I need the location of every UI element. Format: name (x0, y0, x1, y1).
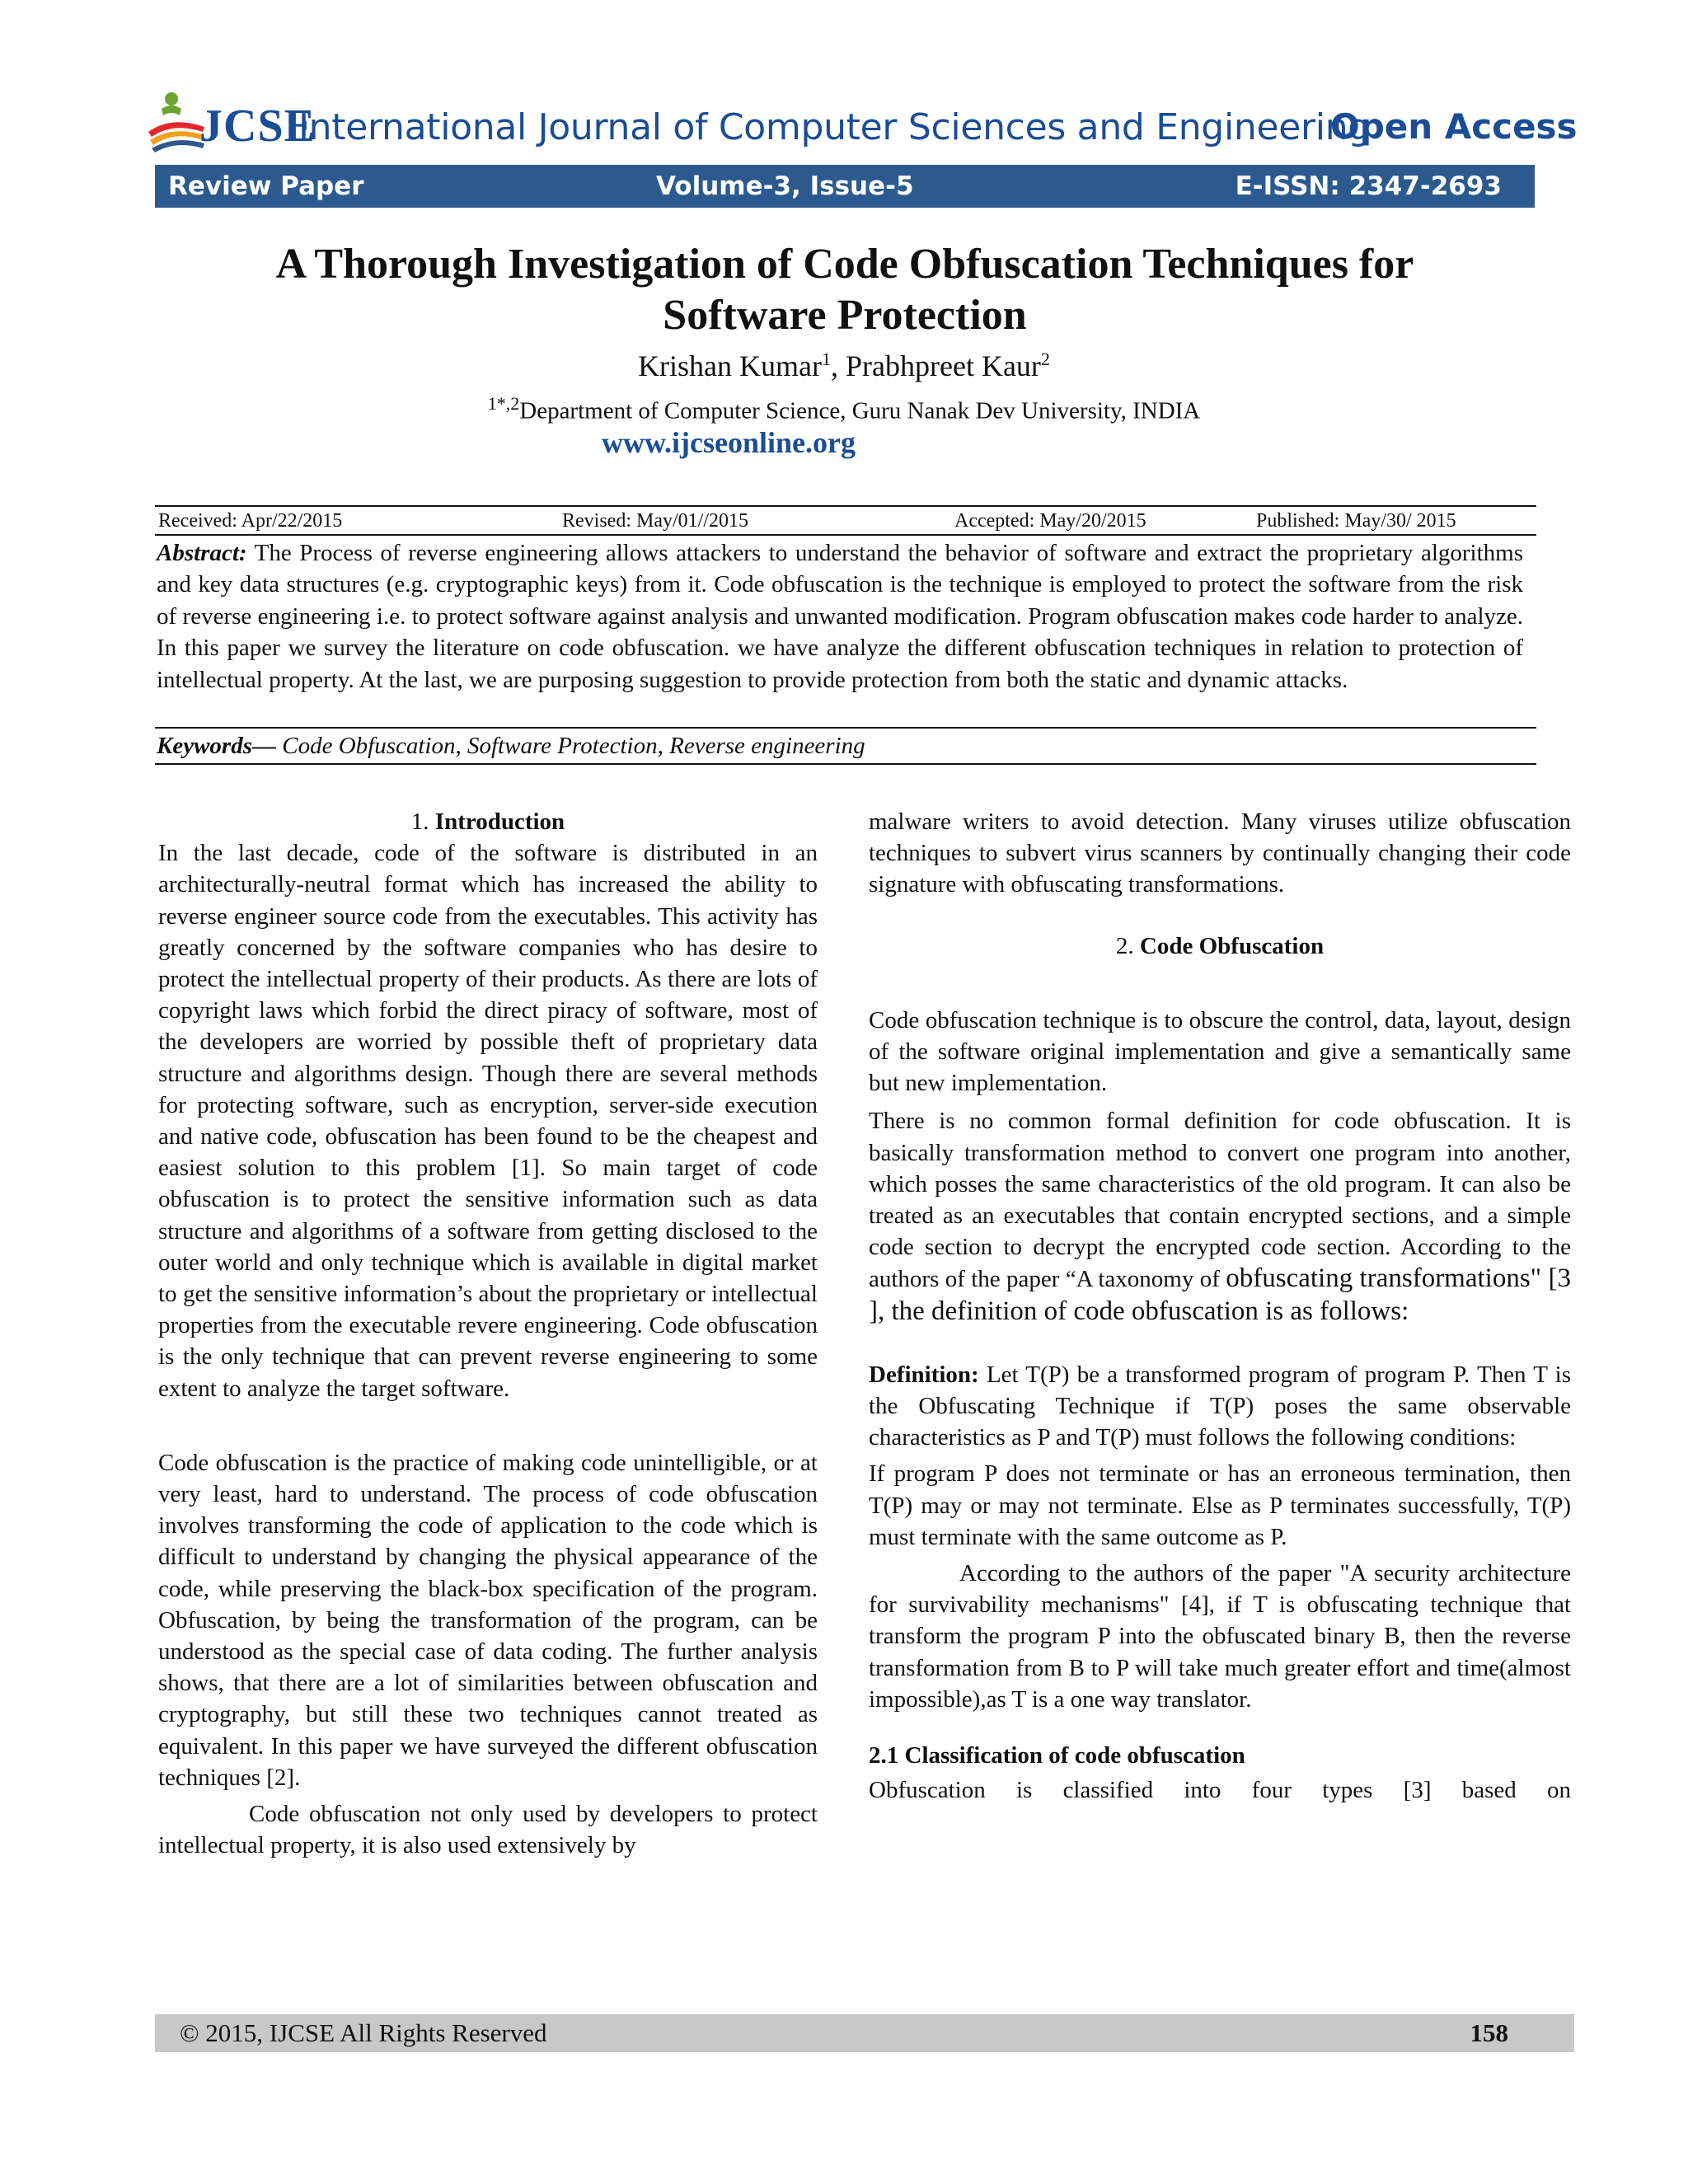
date-accepted: Accepted: May/20/2015 (954, 510, 1146, 532)
journal-website[interactable]: www.ijcseonline.org (602, 426, 856, 459)
condition-paragraph: If program P does not terminate or has an erroneous termination, then T(P) may or may not terminate. Else as P terminates successfully, T(P) must terminate with the same outcome as P. (869, 1460, 1571, 1550)
affiliation-text: Department of Computer Science, Guru Nanak Dev University, INDIA (519, 397, 1201, 424)
page-number: 158 (1470, 2018, 1508, 2047)
intro-paragraph-3: Code obfuscation not only used by developers to protect intellectual property, it is also used extensively by (158, 1801, 818, 1859)
journal-logo-text: JCSE (199, 101, 316, 152)
section-2-number: 2. (1115, 932, 1134, 959)
author-2: Prabhpreet Kaur (846, 349, 1041, 382)
left-column (158, 806, 818, 1862)
definition-label: Definition: (869, 1361, 979, 1388)
section-1-number: 1. (410, 808, 429, 835)
keywords-label: Keywords— (157, 733, 276, 759)
page-footer (155, 2014, 1574, 2052)
keywords-text: Code Obfuscation, Software Protection, Reverse engineering (282, 733, 865, 759)
divider-top (155, 505, 1536, 507)
open-access-label: Open Access (1330, 106, 1578, 147)
affiliation (0, 389, 1688, 426)
survivability-paragraph: According to the authors of the paper "A security architecture for survivability mechanisms" [4], if T is obfuscating technique that transform the program P into the obfuscated binary B, then the reverse transformation from B to P will take much greater effort and time(almost impossible),as T is a one way translator. (869, 1560, 1571, 1713)
author-1-sup: 1 (822, 349, 832, 369)
abstract-label: Abstract: (157, 540, 247, 566)
copyright-notice: © 2015, IJCSE All Rights Reserved (180, 2018, 547, 2047)
author-1: Krishan Kumar (638, 349, 823, 382)
obfuscation-paragraph-1: Code obfuscation technique is to obscure the control, data, layout, design of the software original implementation and give a semantically same but new implementation. (869, 1006, 1571, 1097)
right-column (869, 806, 1571, 1806)
definition-text: Let T(P) be a transformed program of program P. Then T is the Obfuscating Technique if T(P) poses the same observable characteristics as P and T(P) must follows the following conditions: (869, 1361, 1572, 1451)
divider-keywords (155, 763, 1536, 765)
section-2-1-heading: 2.1 Classification of code obfuscation (869, 1742, 1245, 1769)
paper-title-line-1: A Thorough Investigation of Code Obfuscation Techniques for (275, 241, 1414, 288)
date-revised: Revised: May/01//2015 (562, 510, 748, 532)
dates-row (158, 508, 1535, 534)
issn: E-ISSN: 2347-2693 (1235, 171, 1502, 201)
journal-name: International Journal of Computer Sciences and Engineering (298, 106, 1371, 148)
journal-header (147, 91, 1578, 152)
author-2-sup: 2 (1040, 349, 1050, 369)
section-2-title: Code Obfuscation (1139, 932, 1325, 959)
obfuscation-paragraph-2a: There is no common formal definition for code obfuscation. It is basically transformation method to convert one program into another, which posses the same characteristics of the old program. It can also be treated as an executables that contain encrypted sections, and a simple code section to decrypt the encrypted code section. According to the authors of the paper “A taxonomy of (869, 1108, 1571, 1293)
classification-paragraph: Obfuscation is classified into four types [3] based on (869, 1777, 1571, 1804)
divider-dates (155, 534, 1536, 536)
affiliation-sup: 1*,2 (487, 393, 520, 414)
volume-issue: Volume-3, Issue-5 (656, 171, 914, 201)
abstract-text: The Process of reverse engineering allows attackers to understand the behavior of software and extract the proprietary algorithms and key data structures (e.g. cryptographic keys) from it. Code obfuscation is the technique is employed to protect the software from the risk of reverse engineering i.e. to protect software against analysis and unwanted modification. Program obfuscation makes code harder to analyze. In this paper we survey the literature on code obfuscation. we have analyze the different obfuscation techniques in relation to protection of intellectual property. At the last, we are purposing suggestion to provide protection from both the static and dynamic attacks. (157, 540, 1524, 693)
intro-paragraph-4: malware writers to avoid detection. Many viruses utilize obfuscation techniques to subvert virus scanners by continually changing their code signature with obfuscating transformations. (869, 808, 1571, 898)
divider-abstract (155, 727, 1536, 729)
date-received: Received: Apr/22/2015 (158, 510, 343, 532)
paper-title (148, 239, 1541, 341)
abstract (157, 537, 1523, 696)
journal-info-bar (155, 165, 1535, 208)
paper-type: Review Paper (168, 171, 364, 201)
journal-logo-icon (147, 91, 206, 152)
section-1-title: Introduction (434, 808, 565, 835)
date-published: Published: May/30/ 2015 (1256, 510, 1456, 532)
section-1-heading (158, 806, 818, 837)
definition-paragraph (869, 1359, 1571, 1454)
section-2-heading (869, 930, 1571, 962)
intro-paragraph-2: Code obfuscation is the practice of making code unintelligible, or at very least, hard to understand. The process of code obfuscation involves transforming the code of application to the code which is difficult to understand by changing the physical appearance of the code, while preserving the black-box specification of the program. Obfuscation, by being the transformation of the program, can be understood as the special case of data coding. The further analysis shows, that there are a lot of similarities between obfuscation and cryptography, but still these two techniques cannot treated as equivalent. In this paper we have surveyed the different obfuscation techniques [2]. (158, 1449, 818, 1791)
author-separator: , (831, 349, 846, 382)
intro-paragraph-1: In the last decade, code of the software is distributed in an architecturally-neutral format which has increased the ability to reverse engineer source code from the executables. This activity has greatly concerned by the software companies who has desire to protect the intellectual property of their products. As there are lots of copyright laws which forbid the direct piracy of software, most of the developers are worried by possible theft of proprietary data structure and algorithms design. Though there are several methods for protecting software, such as encryption, server-side execution and native code, obfuscation has been found to be the cheapest and easiest solution to this problem [1]. So main target of code obfuscation is to protect the sensitive information such as data structure and algorithms of a software from getting disclosed to the outer world and only technique which is available in digital market to get the sensitive information’s about the proprietary or intellectual properties from the executable revere engineering. Code obfuscation is the only technique that can prevent reverse engineering to some extent to analyze the target software. (158, 840, 818, 1402)
keywords (157, 730, 1533, 762)
obfuscation-paragraph-2 (869, 1105, 1571, 1327)
authors (0, 341, 1688, 384)
paper-title-line-2: Software Protection (663, 292, 1027, 339)
obfuscation-paragraph-2b: obfuscating transformations" [3 ], the definition of code obfuscation is as follows: (869, 1263, 1571, 1326)
